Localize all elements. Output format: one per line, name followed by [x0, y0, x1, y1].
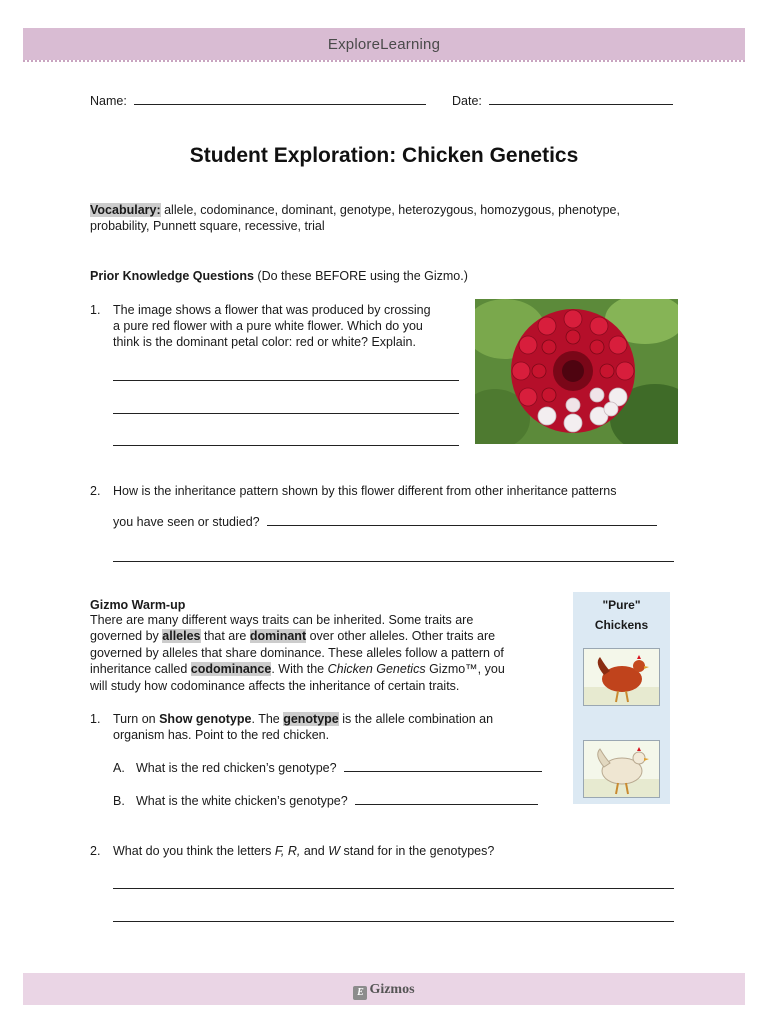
warmup-q1-a-label: A.	[113, 761, 125, 775]
warmup-q1-text: . The	[251, 712, 284, 726]
warmup-p-line-2	[90, 628, 495, 644]
warmup-text: governed by	[90, 629, 163, 643]
letter-w: W	[328, 844, 341, 858]
warmup-q1-a-text: What is the red chicken’s genotype?	[136, 761, 337, 775]
warmup-q1-text: is the allele combination an	[338, 712, 494, 726]
show-genotype-term: Show genotype	[159, 712, 252, 726]
warmup-q1-number: 1.	[90, 712, 101, 726]
header-divider	[23, 60, 745, 62]
warmup-q2-number: 2.	[90, 844, 101, 858]
warmup-text: inheritance called	[90, 662, 191, 676]
gizmos-logo	[23, 982, 745, 1000]
pure-chickens-title-1: "Pure"	[602, 598, 641, 612]
gizmos-logo-icon: E	[353, 986, 367, 1000]
warmup-q1-a	[136, 760, 542, 776]
red-genotype-blank[interactable]	[344, 761, 542, 772]
warmup-text: . With the	[271, 662, 328, 676]
letter-f: F,	[274, 844, 285, 858]
warmup-p-line-5: will study how codominance affects the inheritance of certain traits.	[90, 679, 460, 693]
page-title: Student Exploration: Chicken Genetics	[189, 144, 579, 167]
prior-q1-line-2: a pure red flower with a pure white flower. Which do you	[113, 319, 423, 333]
dahlia-flower-image	[475, 299, 678, 444]
warmup-q1-line-2: organism has. Point to the red chicken.	[113, 728, 330, 742]
prior-q2-number: 2.	[90, 484, 101, 498]
warmup-text: over other alleles. Other traits are	[306, 629, 496, 643]
date-blank[interactable]	[489, 94, 673, 105]
alleles-term: alleles	[162, 629, 201, 643]
date-label: Date:	[452, 94, 482, 108]
prior-heading-note: (Do these BEFORE using the Gizmo.)	[257, 269, 468, 283]
warmup-heading-text: Gizmo Warm-up	[90, 598, 186, 612]
white-chicken-image[interactable]	[583, 740, 660, 798]
prior-q1-number: 1.	[90, 303, 101, 317]
warmup-q2-answer-line-1[interactable]	[113, 888, 674, 889]
header-band	[23, 28, 745, 60]
vocabulary-line-1	[90, 202, 620, 218]
warmup-p-line-1: There are many different ways traits can be inherited. Some traits are	[90, 613, 474, 627]
prior-q1-answer-line-1[interactable]	[113, 380, 459, 381]
gizmo-name: Chicken Genetics	[327, 662, 426, 676]
footer-band	[23, 973, 745, 1005]
prior-q1-line-3: think is the dominant petal color: red or white? Explain.	[113, 335, 416, 349]
letter-r: R,	[287, 844, 301, 858]
prior-q2-answer-line[interactable]	[113, 561, 674, 562]
warmup-q2-answer-line-2[interactable]	[113, 921, 674, 922]
prior-q1-answer-line-3[interactable]	[113, 445, 459, 446]
vocabulary-terms-2: probability, Punnett square, recessive, trial	[90, 219, 325, 233]
name-field	[90, 93, 426, 109]
prior-knowledge-heading	[90, 268, 468, 284]
prior-q2-line-2-text: you have seen or studied?	[113, 515, 260, 529]
warmup-heading	[90, 597, 185, 613]
prior-q1-line-1: The image shows a flower that was produced by crossing	[113, 303, 431, 317]
prior-q1-answer-line-2[interactable]	[113, 413, 459, 414]
warmup-q1-b-label: B.	[113, 794, 125, 808]
prior-heading-text: Prior Knowledge Questions	[90, 269, 254, 283]
pure-chickens-title-2: Chickens	[594, 618, 649, 632]
warmup-q2-text: stand for in the genotypes?	[343, 844, 495, 858]
warmup-p-line-4	[90, 661, 505, 677]
warmup-q2-text: What do you think the letters	[113, 844, 275, 858]
warmup-text: that are	[200, 629, 250, 643]
codominance-term: codominance	[190, 662, 272, 676]
prior-q2-line-1: How is the inheritance pattern shown by this flower different from other inheritance patterns	[113, 484, 617, 498]
warmup-q1-b	[136, 793, 538, 809]
dominant-term: dominant	[249, 629, 307, 643]
pure-chickens-panel	[573, 592, 670, 804]
explorelearning-logo: ExploreLearning	[327, 36, 441, 53]
warmup-p-line-3: governed by alleles that share dominance. These alleles follow a pattern of	[90, 646, 504, 660]
vocabulary-label: Vocabulary:	[90, 203, 161, 217]
red-chicken-image[interactable]	[583, 648, 660, 706]
warmup-q2-line	[113, 843, 494, 859]
warmup-q1-text: Turn on	[113, 712, 160, 726]
name-label: Name:	[90, 94, 127, 108]
genotype-term: genotype	[283, 712, 339, 726]
prior-q2-answer-blank[interactable]	[267, 515, 657, 526]
warmup-q2-text: and	[303, 844, 325, 858]
white-genotype-blank[interactable]	[355, 794, 538, 805]
warmup-q1-line-1	[113, 711, 493, 727]
warmup-text: Gizmo™, you	[425, 662, 505, 676]
name-blank[interactable]	[134, 94, 426, 105]
gizmos-logo-text: Gizmos	[369, 982, 415, 997]
warmup-q1-b-text: What is the white chicken’s genotype?	[136, 794, 348, 808]
date-field	[452, 93, 673, 109]
prior-q2-line-2	[113, 514, 657, 530]
vocabulary-terms-1: allele, codominance, dominant, genotype, heterozygous, homozygous, phenotype,	[164, 203, 620, 217]
